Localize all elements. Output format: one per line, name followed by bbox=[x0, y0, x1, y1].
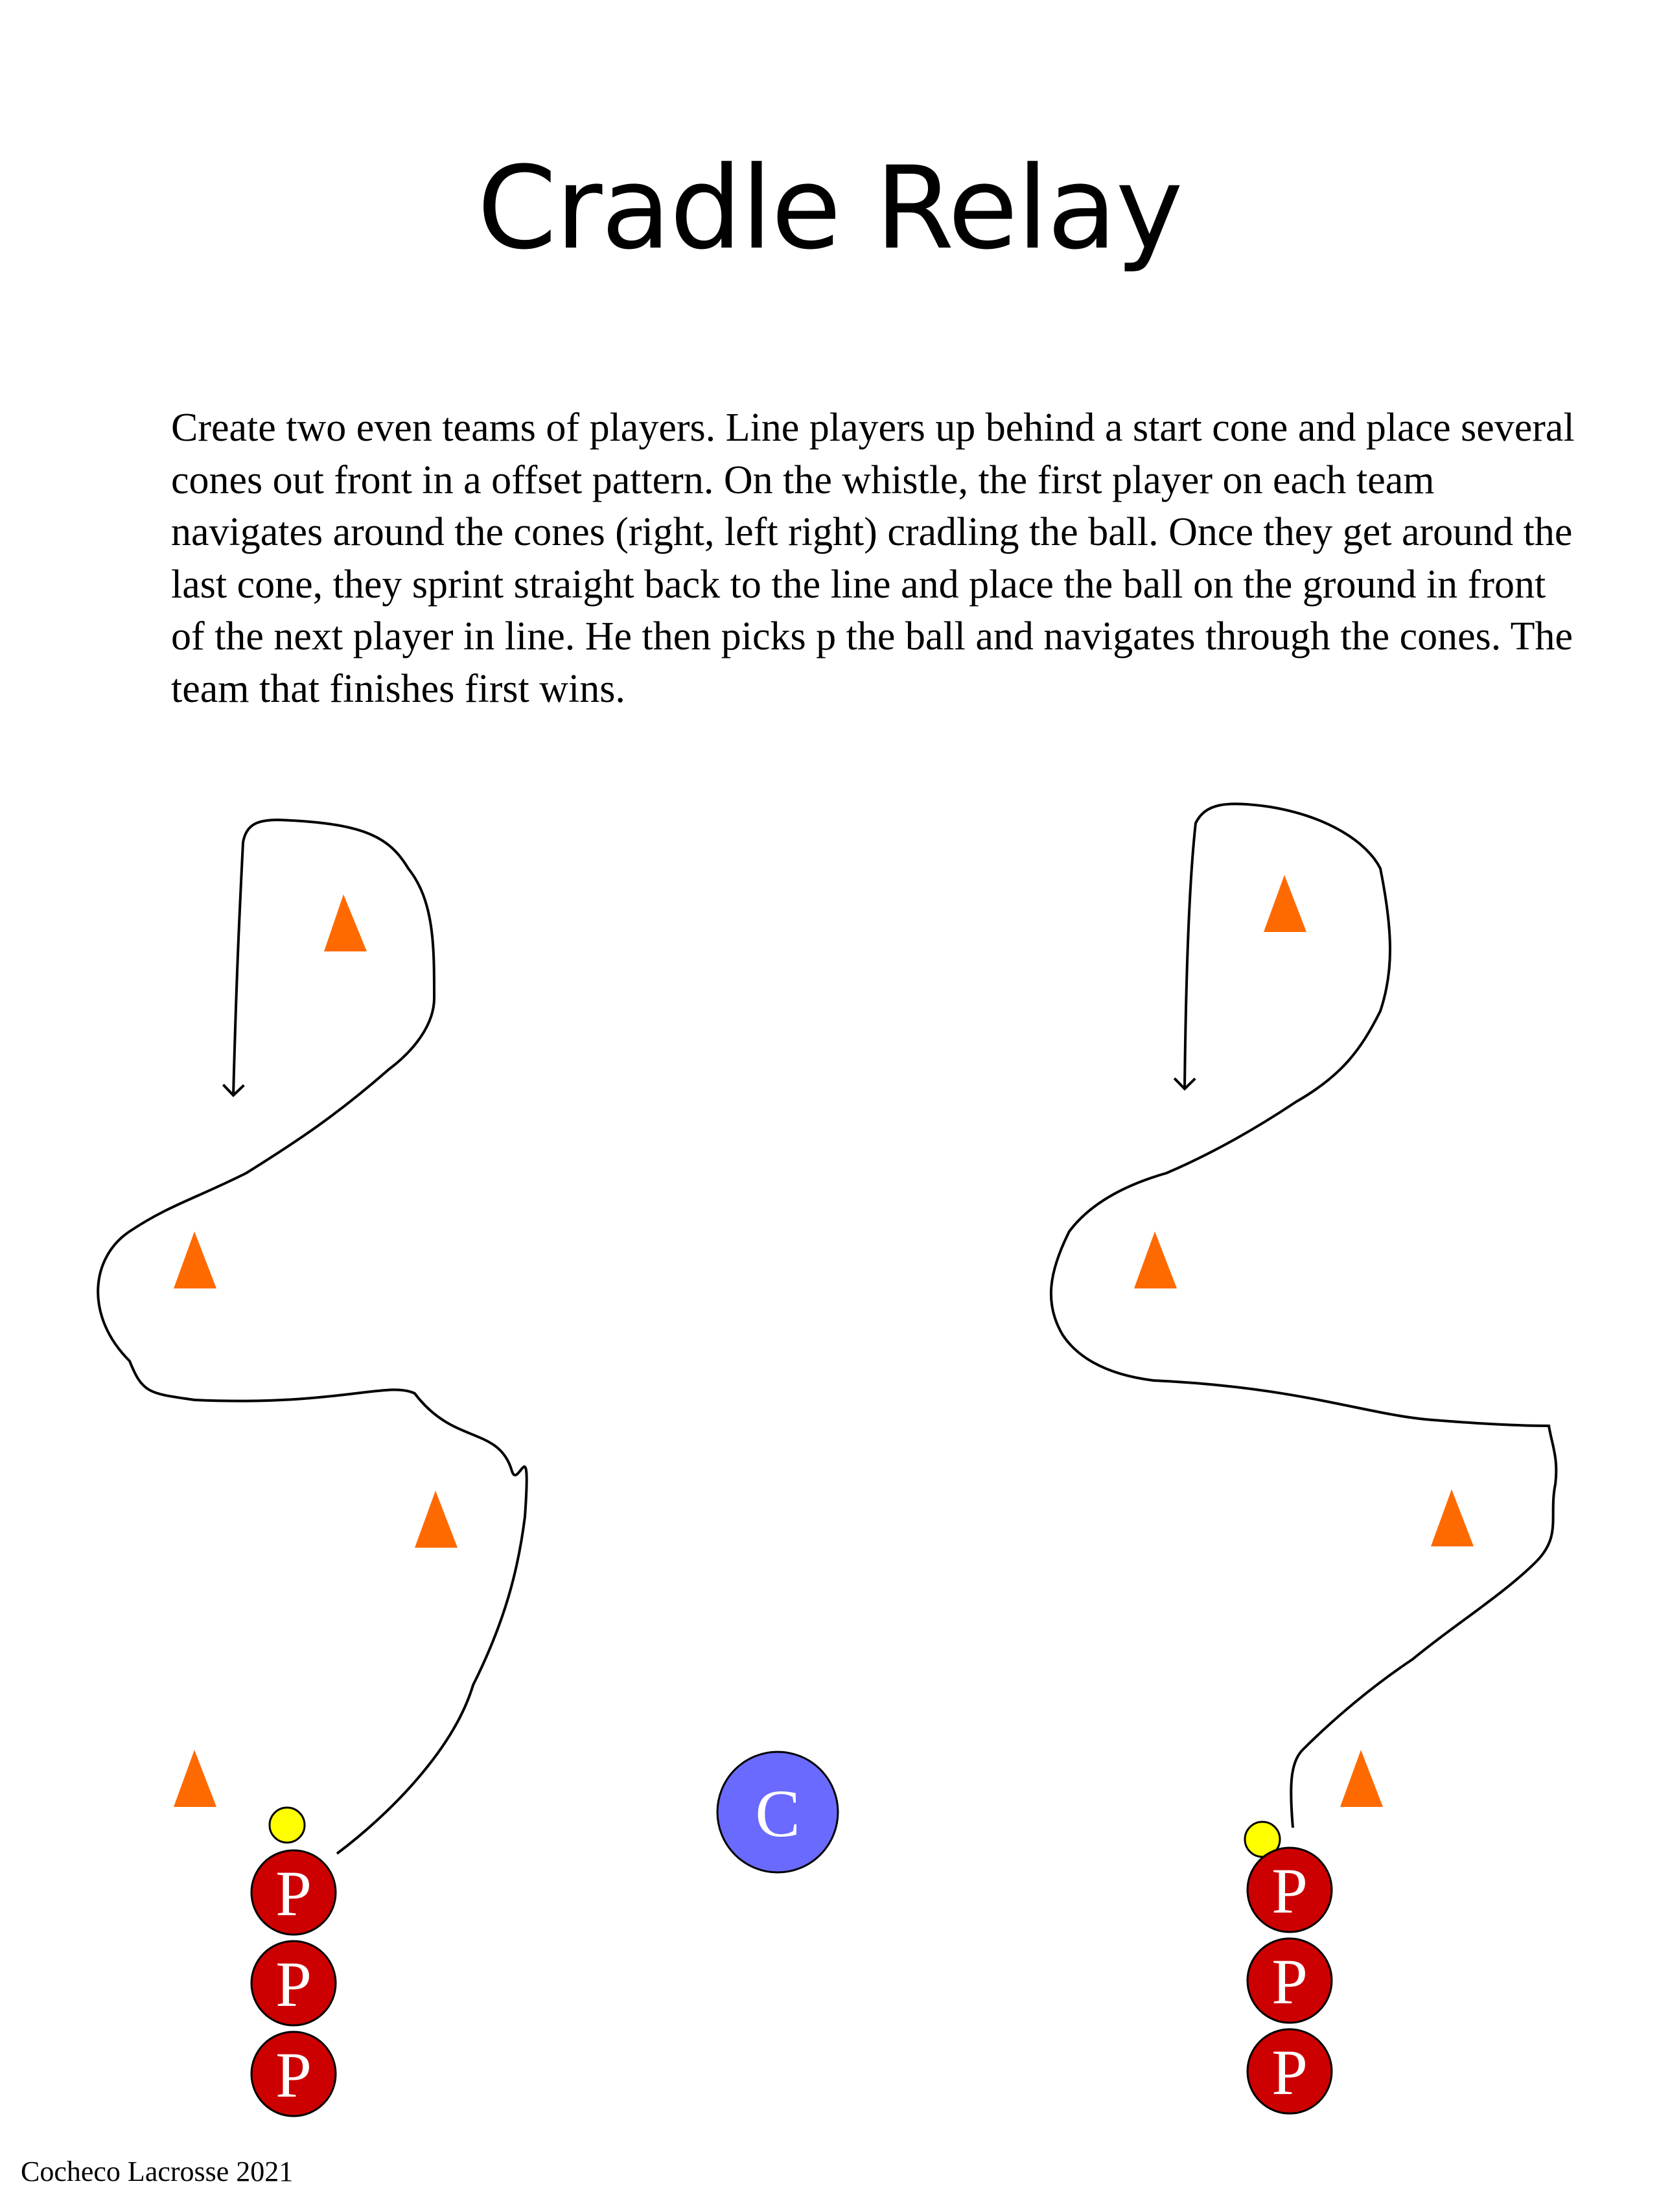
coach-marker bbox=[717, 1752, 838, 1872]
player-marker bbox=[1247, 1938, 1332, 2023]
ball-icon bbox=[270, 1808, 305, 1843]
cone-icon bbox=[174, 1750, 216, 1807]
page-title: Cradle Relay bbox=[477, 142, 1182, 275]
player-marker bbox=[251, 2032, 336, 2116]
svg-text:P: P bbox=[1271, 2036, 1308, 2108]
cone-icon bbox=[1431, 1489, 1474, 1546]
svg-text:P: P bbox=[1271, 1946, 1308, 2018]
svg-text:P: P bbox=[275, 2039, 312, 2111]
cone-icon bbox=[1340, 1750, 1383, 1807]
cone-icon bbox=[324, 894, 367, 951]
footer-credit: Cocheco Lacrosse 2021 bbox=[21, 2156, 294, 2187]
svg-text:P: P bbox=[275, 1948, 312, 2020]
svg-text:P: P bbox=[1271, 1855, 1308, 1927]
right-team-path bbox=[1051, 804, 1556, 1828]
left-team-path bbox=[98, 820, 527, 1854]
drill-description: Create two even teams of players. Line players up behind a start cone and place several cones out front in a offset pattern. On the whistle, the first player on each team navigates around the cones (right, left right) cradling the ball. Once they get around the last cone, they sprint straight back to the line and place the ball on the ground in front of the next player in line. He then picks p the ball and navigates through the cones. The team that finishes first wins. bbox=[171, 406, 1575, 711]
player-marker bbox=[251, 1941, 336, 2025]
cone-icon bbox=[174, 1231, 216, 1288]
cone-icon bbox=[1264, 875, 1306, 932]
player-marker bbox=[251, 1850, 336, 1935]
cone-icon bbox=[1134, 1231, 1177, 1288]
svg-text:C: C bbox=[755, 1776, 800, 1851]
player-marker bbox=[1247, 1848, 1332, 1932]
svg-text:P: P bbox=[275, 1857, 312, 1929]
player-marker bbox=[1247, 2029, 1332, 2113]
cone-icon bbox=[415, 1491, 458, 1548]
